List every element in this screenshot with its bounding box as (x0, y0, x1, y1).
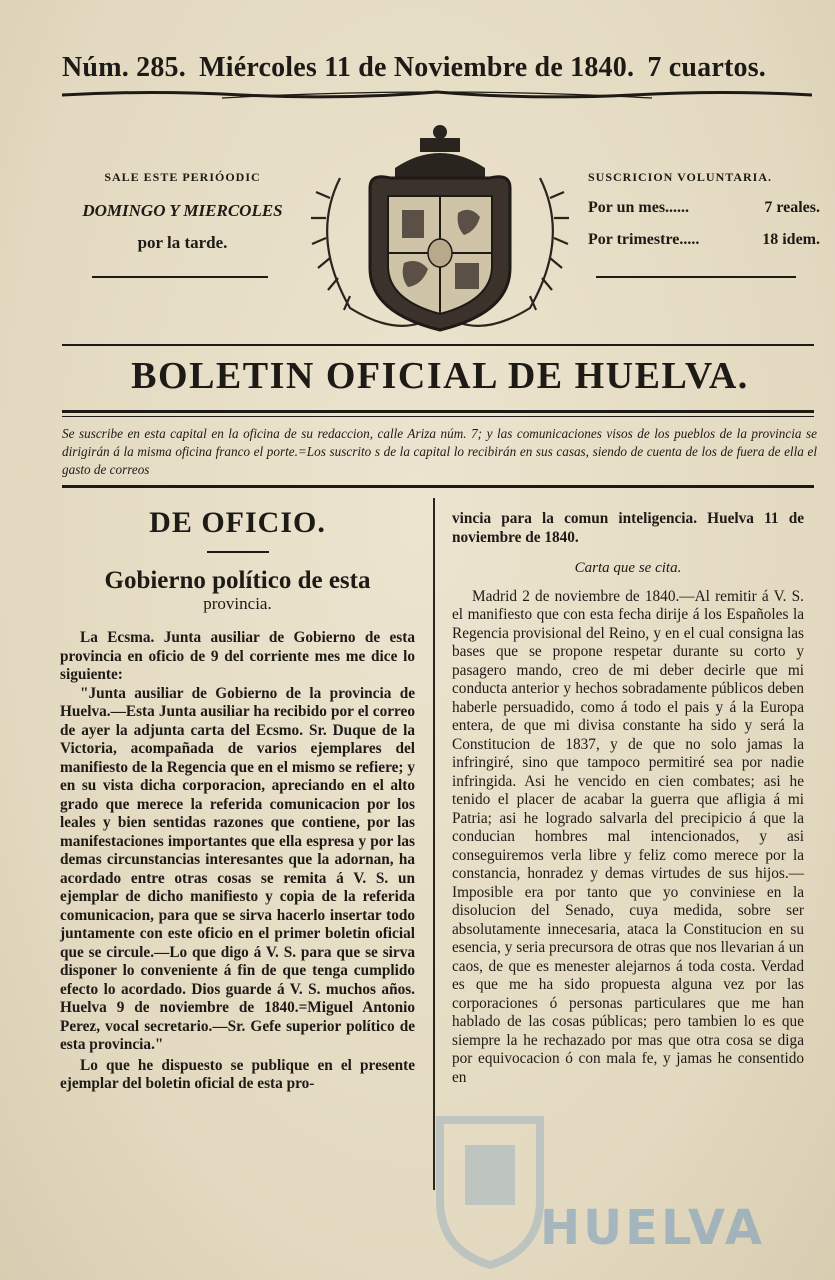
title-bottom-rule-thin (62, 416, 814, 417)
quarterly-price-row (588, 231, 820, 249)
publication-time: por la tarde. (137, 233, 228, 252)
watermark-text: HUELVA (540, 1200, 765, 1256)
notice-bottom-rule (62, 485, 814, 488)
right-column (452, 510, 804, 1087)
section-title: DE OFICIO. (149, 506, 326, 539)
subscription-label: SUSCRICION VOLUNTARIA. (588, 170, 773, 184)
paragraph-publication-order: Lo que he dispuesto se publique en el presente ejemplar del boletin oficial de esta pro- (60, 1056, 415, 1092)
issue-price: 7 cuartos. (647, 52, 767, 83)
title-top-rule (62, 344, 814, 346)
section-rule (207, 551, 269, 553)
newspaper-title: BOLETIN OFICIAL DE HUELVA. (131, 355, 749, 397)
left-info-rule (92, 276, 268, 278)
masthead (62, 52, 814, 84)
paragraph-cited-letter: Madrid 2 de noviembre de 1840.—Al remitir á V. S. el manifiesto que con esta fecha dirije á los Españoles la Regencia provisional del Reino, y en el cual consigna las bases que se propone respetar durante su corto y pasagero mando, creo de mi deber decirle que mi conducta anterior y hechos sobradamente públicos deben haberle persuadido, como á todo el pais y á la Europa entera, de que mi divisa constante ha sido y será la Constitucion de 1837, y de que no solo jamas la infringiré, sino que tampoco permitiré sea por nadie infringida. Asi he vencido en cien combates; asi he tenido el placer de acabar la guerra que afligia á mi Patria; asi he logrado salvarla del precipicio á que la conducian hombres mal intencionados, y asi conseguiremos verla libre y feliz como merece por la constancia, honradez y demas virtudes de sus hijos.—Imposible era por tanto que yo conviniese en la disolucion del Senado, cuya medida, sobre ser absolutamente innecesaria, ataca la Constitucion en su esencia, y seria precursora de otras que nos llevarian á un caos, de que es menester alejarnos á toda costa. Verdad es que me ha sido propuesta alguna vez por las corporaciones ó personas particulares que me han hablado de las cosas públicas; pero tambien lo es que siempre la he rechazado por mas que otra cosa se diga por equivocacion ó con mala fe, y jamas he consentido en (452, 587, 804, 1086)
cited-letter-title: Carta que se cita. (574, 560, 682, 576)
paragraph-continuation: vincia para la comun inteligencia. Huelva 11 de noviembre de 1840. (452, 510, 804, 546)
ornamental-rule-icon (62, 88, 812, 102)
schedule-label: SALE ESTE PERIÓODIC (104, 170, 261, 184)
quarterly-label: Por trimestre..... (588, 231, 700, 248)
column-divider (433, 498, 435, 1190)
publication-schedule (60, 170, 305, 253)
subscription-notice: Se suscribe en esta capital en la oficina de su redaccion, calle Ariza núm. 7; y las comunicaciones visos de los pueblos de la provincia se dirigirán á la misma oficina franco el porte.=Los suscrito s de la capital lo recibirán en sus casas, siendo de cuenta de los de fuera de ella el gasto de correos (62, 426, 817, 477)
paragraph-junta-intro: La Ecsma. Junta ausiliar de Gobierno de esta provincia en oficio de 9 del corriente mes me dice lo siguiente: (60, 629, 415, 683)
right-info-rule (596, 276, 796, 278)
paragraph-junta-letter: "Junta ausiliar de Gobierno de la provincia de Huelva.—Esta Junta ausiliar ha recibido por el correo de ayer la adjunta carta del Ecsmo. Sr. Duque de la Victoria, acompañada de varios ejemplares del manifiesto de la Regencia que en el mismo se refiere; y en su vista dicha corporacion, apreciando en el alto grado que merece la referida comunicacion por los leales y bien sentidas razones que contiene, por las manifestaciones importantes que ella espresa y por las demas circunstancias interesantes que la adornan, ha acordado entre otras cosas se remita á V. S. un ejemplar de dicho manifiesto y copia de la referida comunicacion, para que se sirva hacerlo insertar todo juntamente con este oficio en el primer boletin oficial que se circule.—Lo que digo á V. S. para que se sirva disponer lo conveniente á fin de que tenga cumplido efecto lo acordado. Dios guarde á V. S. muchos años. Huelva 9 de noviembre de 1840.=Miguel Antonio Perez, vocal secretario.—Sr. Gefe superior político de esta provincia." (60, 684, 415, 1053)
monthly-price-row (588, 199, 820, 217)
issue-date: Miércoles 11 de Noviembre de 1840. (199, 52, 635, 83)
quarterly-price: 18 idem. (762, 231, 820, 248)
subscription-info (588, 170, 820, 249)
government-subtitle: provincia. (203, 593, 272, 613)
monthly-price: 7 reales. (764, 199, 820, 216)
issue-number: Núm. 285. (62, 52, 186, 83)
publication-days: DOMINGO Y MIERCOLES (82, 201, 283, 220)
monthly-label: Por un mes...... (588, 199, 690, 216)
title-bottom-rule-thick (62, 410, 814, 413)
left-column (60, 508, 415, 1094)
royal-coat-of-arms-icon (300, 118, 580, 343)
government-title: Gobierno político de esta (104, 566, 371, 594)
